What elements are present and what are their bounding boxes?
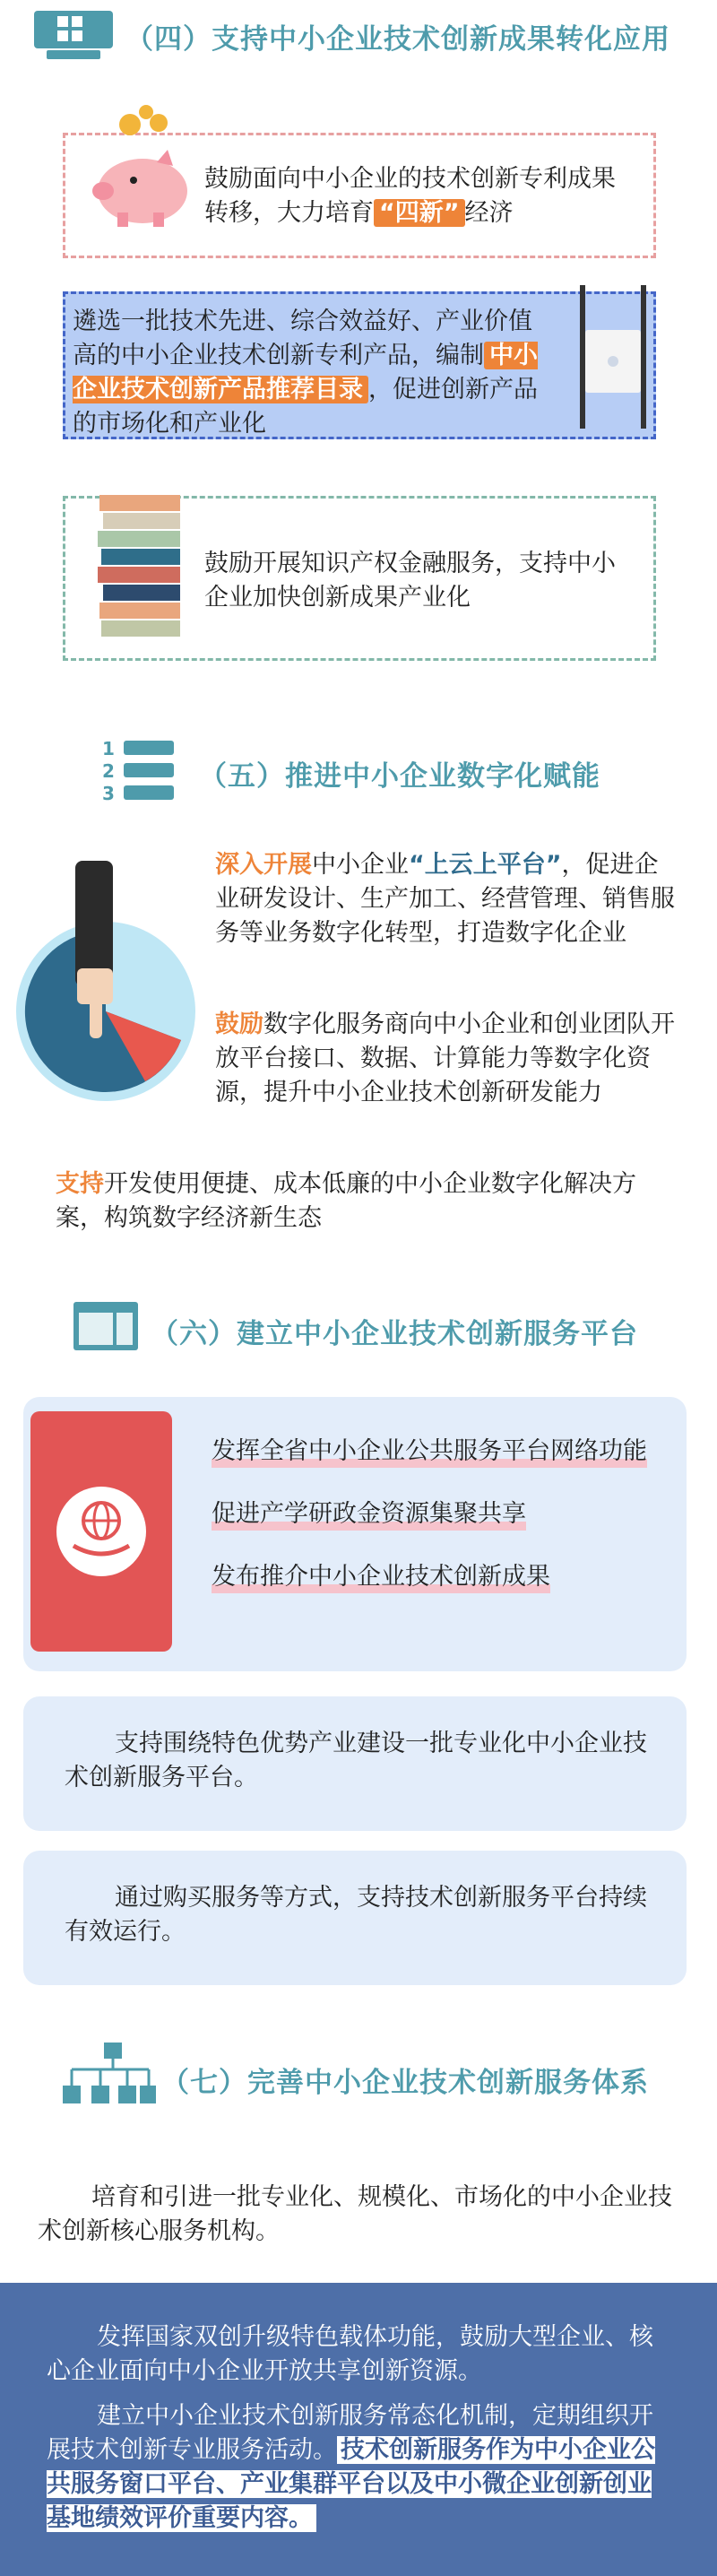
globe-hand-icon bbox=[30, 1411, 172, 1652]
section4-card-product-catalog bbox=[63, 291, 656, 439]
section4-card-patent-transfer bbox=[63, 133, 656, 258]
section4-title: （四）支持中小企业技术创新成果转化应用 bbox=[125, 23, 670, 56]
section6-item-row bbox=[212, 1435, 678, 1470]
card-patent-transfer-text bbox=[204, 162, 635, 230]
section6-panel-specialized bbox=[23, 1696, 687, 1831]
section5-para2 bbox=[215, 1008, 681, 1110]
section6-item-promote: 发布推介中小企业技术创新成果 bbox=[212, 1560, 550, 1596]
section4-card-ip-finance bbox=[63, 496, 656, 661]
section7-title: （七）完善中小企业技术创新服务体系 bbox=[161, 2067, 649, 2099]
globe-hand-icon-box bbox=[30, 1411, 172, 1652]
card-ip-finance-text: 鼓励开展知识产权金融服务，支持中小企业加快创新成果产业化 bbox=[204, 550, 616, 611]
svg-text:1: 1 bbox=[102, 738, 115, 759]
section5-para2-lead: 鼓励 bbox=[215, 1010, 263, 1038]
org-chart-icon bbox=[59, 2043, 158, 2109]
section5-para3-lead: 支持 bbox=[56, 1170, 104, 1198]
section6-panel-specialized-text: 支持围绕特色优势产业建设一批专业化中小企业技术创新服务平台。 bbox=[65, 1730, 647, 1791]
apps-grid-icon bbox=[32, 9, 115, 61]
section6-panel-operation bbox=[23, 1851, 687, 1985]
section7-footer-p2-plain: 建立中小企业技术创新服务常态化机制，定期组织开展技术创新专业服务活动。 bbox=[47, 2402, 653, 2464]
section6-title: （六）建立中小企业技术创新服务平台 bbox=[151, 1318, 638, 1350]
card-product-catalog-line2: ，促进创新产品的市场化和产业化 bbox=[73, 376, 538, 438]
section6-item-resources: 促进产学研政金资源集聚共享 bbox=[212, 1497, 526, 1533]
section5-para1 bbox=[215, 848, 681, 950]
section7-footer-p2-highlight: 技术创新服务作为中小企业公共服务窗口平台、产业集群平台以及中小微企业创新创业基地绩效评价重要内容。 bbox=[47, 2436, 655, 2532]
section7-footer-panel bbox=[0, 2283, 717, 2576]
card-patent-transfer-text-tail: 经济 bbox=[464, 199, 514, 227]
router-icon bbox=[567, 285, 657, 438]
card-patent-transfer-text-main: 鼓励面向中小企业的技术创新专利成果转移，大力培育 bbox=[204, 165, 616, 227]
section6-item-list bbox=[212, 1435, 678, 1596]
books-stack-icon bbox=[92, 491, 191, 644]
card-product-catalog-line1: 遴选一批技术先进、综合效益好、产业价值高的中小企业技术创新专利产品，编制 bbox=[73, 308, 532, 369]
four-new-highlight: “四新” bbox=[374, 199, 465, 227]
numbered-list-icon bbox=[97, 735, 177, 805]
card-product-catalog-text bbox=[73, 305, 539, 441]
piggy-bank-icon bbox=[83, 105, 200, 230]
section6-item-row bbox=[212, 1497, 678, 1533]
cloud-platform-highlight: “上云上平台” bbox=[409, 851, 562, 879]
pie-chart-hand-icon bbox=[11, 861, 203, 1112]
section6-panel-functions bbox=[23, 1397, 687, 1671]
svg-text:2: 2 bbox=[102, 760, 115, 782]
section5-title: （五）推进中小企业数字化赋能 bbox=[199, 760, 600, 793]
section5-para1-lead: 深入开展 bbox=[215, 851, 312, 879]
section5-para2-rest: 数字化服务商向中小企业和创业团队开放平台接口、数据、计算能力等数字化资源，提升中小企业技术创新研发能力 bbox=[215, 1010, 675, 1106]
section7-footer-p2 bbox=[47, 2399, 674, 2536]
section5-para3-rest: 开发使用便捷、成本低廉的中小企业数字化解决方案，构筑数字经济新生态 bbox=[56, 1170, 636, 1232]
section5-para3 bbox=[56, 1167, 665, 1236]
section7-para1: 培育和引进一批专业化、规模化、市场化的中小企业技术创新核心服务机构。 bbox=[38, 2183, 672, 2245]
section5-para1-rest: ，促进企业研发设计、生产加工、经营管理、销售服务等业务数字化转型，打造数字化企业 bbox=[215, 851, 675, 947]
section6-panel-operation-text: 通过购买服务等方式，支持技术创新服务平台持续有效运行。 bbox=[65, 1884, 647, 1946]
section6-item-network: 发挥全省中小企业公共服务平台网络功能 bbox=[212, 1435, 647, 1470]
platform-window-icon bbox=[72, 1300, 140, 1352]
section6-item-row bbox=[212, 1560, 678, 1596]
catalog-highlight: 中小企业技术创新产品推荐目录 bbox=[73, 342, 538, 403]
section4-icon bbox=[32, 9, 115, 61]
svg-text:3: 3 bbox=[102, 783, 115, 804]
section7-footer-p1: 发挥国家双创升级特色载体功能，鼓励大型企业、核心企业面向中小企业开放共享创新资源。 bbox=[47, 2323, 653, 2385]
section5-para1-mid: 中小企业 bbox=[312, 851, 409, 879]
